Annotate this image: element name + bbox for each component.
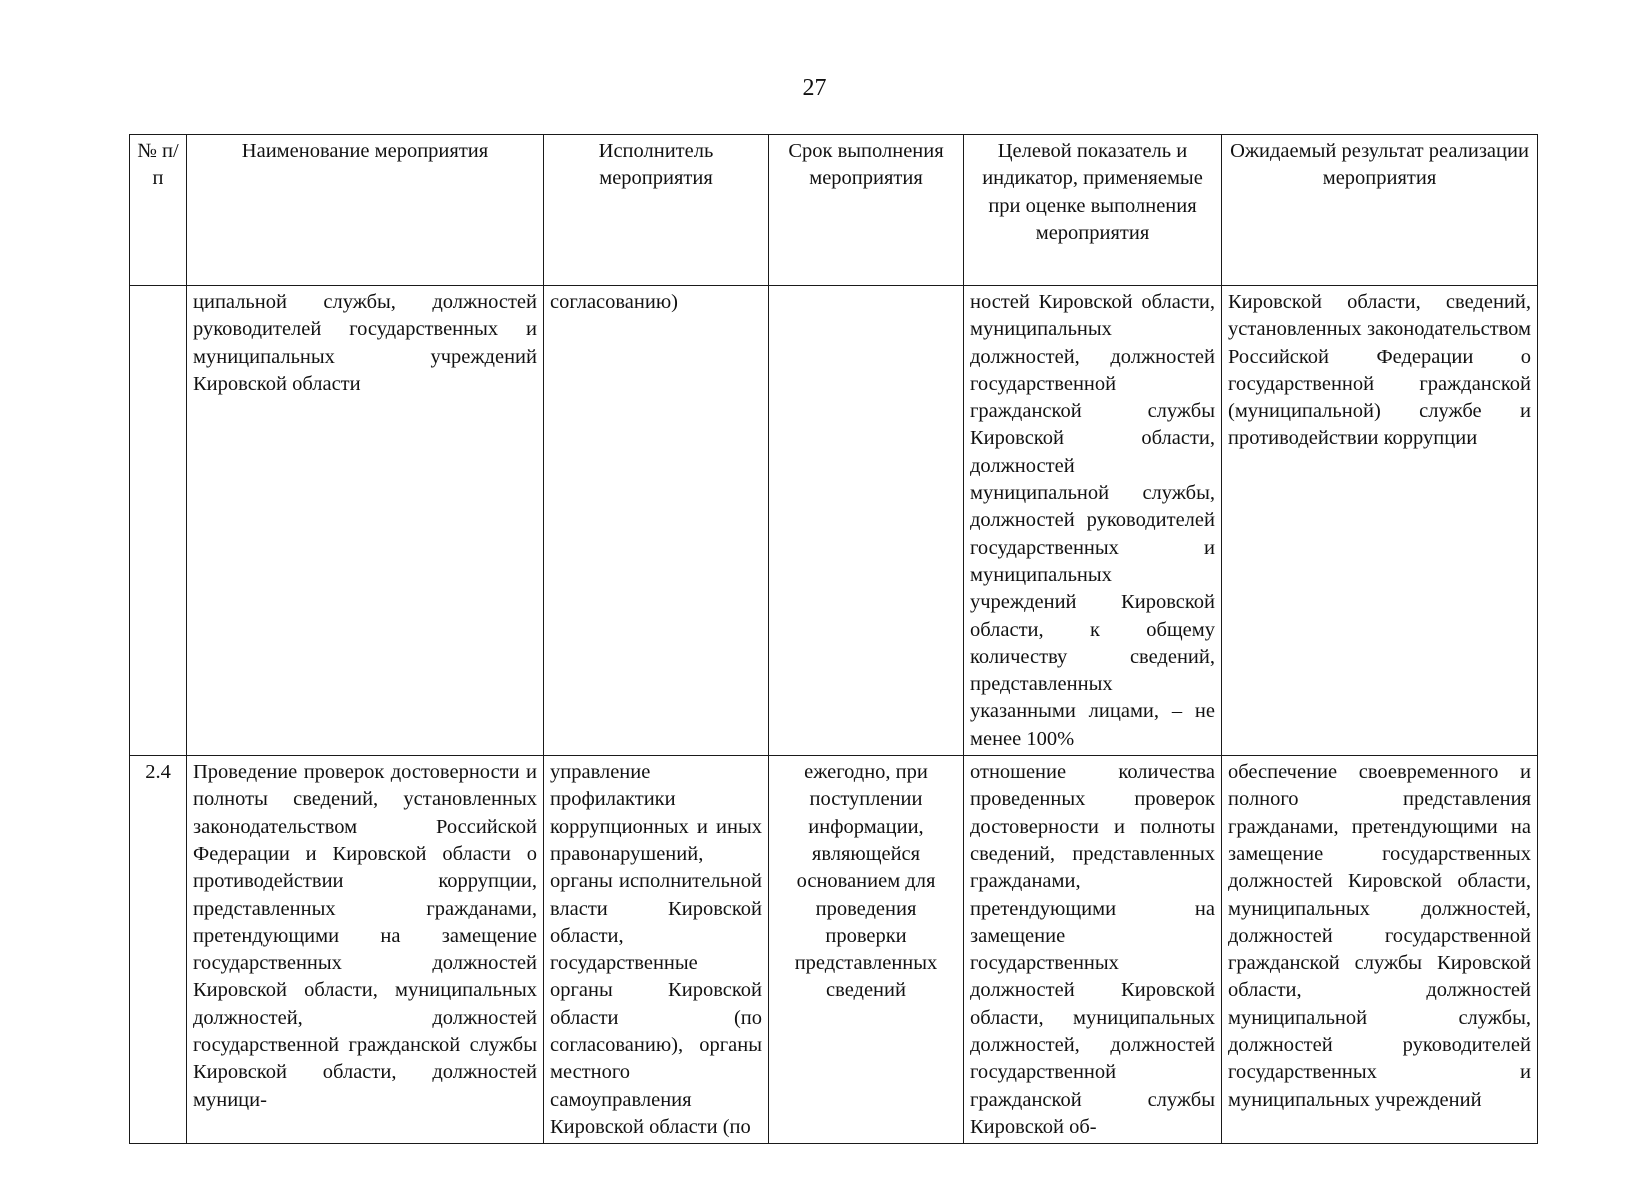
header-term: Срок выполнения мероприятия: [769, 135, 964, 286]
row-result: обеспечение своевременного и полного представления гражданами, претендующими на замещение государственных должностей Кировской области, муниципальных должностей, должностей государственной гражданской службы Кировской области, должностей муниципальной службы, должностей руководителей государственных и муниципальных учреждений: [1222, 756, 1538, 1144]
row-name: Проведение проверок достоверности и полноты сведений, установленных законодательством Российской Федерации и Кировской области о противодействии коррупции, представленных гражданами, претендующими на замещение государственных должностей Кировской области, муниципальных должностей, должностей государственной гражданской службы Кировской области, должностей муници-: [187, 756, 544, 1144]
row-executor: управление профилактики коррупционных и иных правонарушений, органы исполнительной власти Кировской области, государственные органы Кировской области (по согласованию), органы местного самоуправления Кировской области (по: [544, 756, 769, 1144]
row-number: [130, 286, 187, 756]
page-number: 27: [802, 75, 827, 101]
header-result: Ожидаемый результат реализации мероприятия: [1222, 135, 1538, 286]
row-executor: согласованию): [544, 286, 769, 756]
header-number: № п/п: [130, 135, 187, 286]
header-name: Наименование мероприятия: [187, 135, 544, 286]
row-number: 2.4: [130, 756, 187, 1144]
table-row: [130, 286, 1538, 756]
row-result: Кировской области, сведений, установленных законодательством Российской Федерации о государственной гражданской (муниципальной) службе и противодействии коррупции: [1222, 286, 1538, 756]
measures-table: [129, 134, 1538, 1144]
row-term: ежегодно, при поступлении информации, являющейся основанием для проведения проверки представленных сведений: [769, 756, 964, 1144]
row-term: [769, 286, 964, 756]
header-indicator: Целевой показатель и индикатор, применяемые при оценке выполнения мероприятия: [964, 135, 1222, 286]
row-indicator: отношение количества проведенных проверок достоверности и полноты сведений, представленных гражданами, претендующими на замещение государственных должностей Кировской области, муниципальных должностей, должностей государственной гражданской службы Кировской об-: [964, 756, 1222, 1144]
header-executor: Исполнитель мероприятия: [544, 135, 769, 286]
table-row: [130, 756, 1538, 1144]
row-indicator: ностей Кировской области, муниципальных должностей, должностей государственной гражданской службы Кировской области, должностей муниципальной службы, должностей руководителей государственных и муниципальных учреждений Кировской области, к общему количеству сведений, представленных указанными лицами, – не менее 100%: [964, 286, 1222, 756]
table-header-row: [130, 135, 1538, 286]
row-name: ципальной службы, должностей руководителей государственных и муниципальных учреждений Кировской области: [187, 286, 544, 756]
